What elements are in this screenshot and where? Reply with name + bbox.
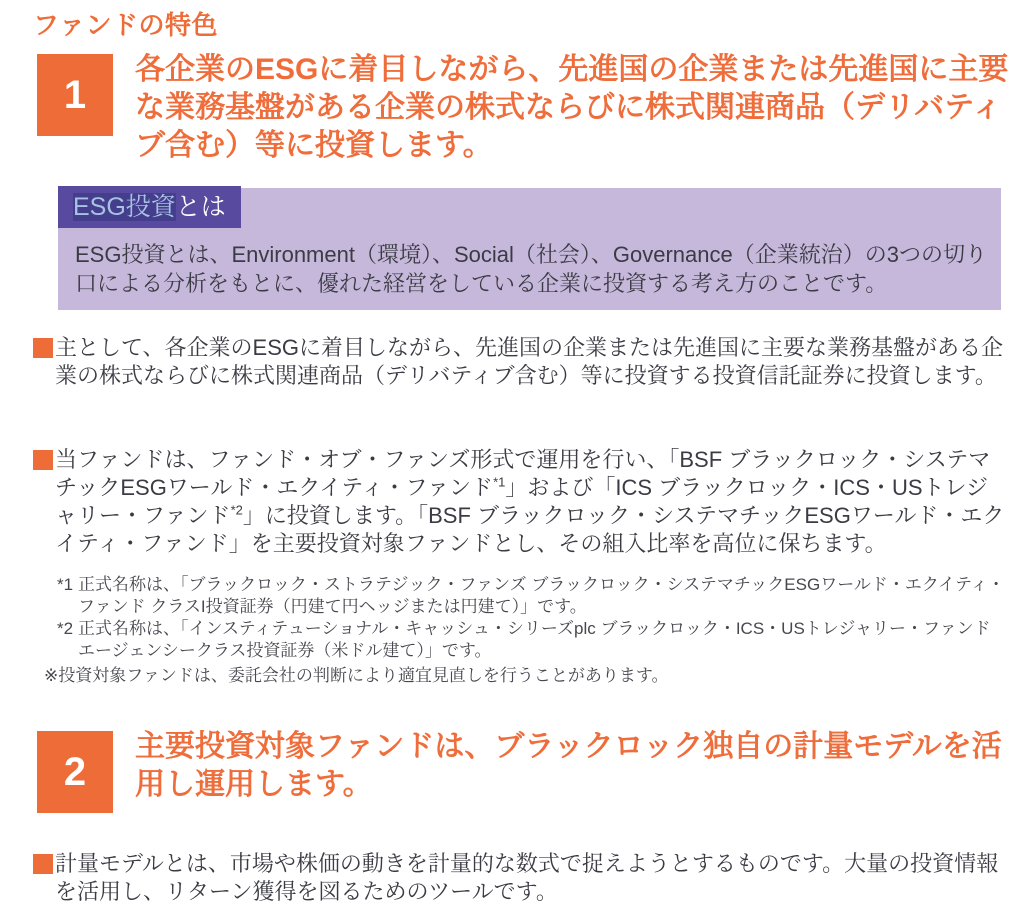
footnote-ref-2: *2	[230, 502, 243, 518]
feature-1-number-badge: 1	[37, 54, 113, 136]
bullet-text	[55, 446, 1008, 558]
feature-1-heading: 各企業のESGに着目しながら、先進国の企業または先進国に主要な業務基盤がある企業の株式ならびに株式関連商品（デリバティブ含む）等に投資します。	[135, 53, 1009, 162]
footnote-2-marker: *2	[57, 619, 74, 638]
footnote-1-text: 正式名称は、「ブラックロック・ストラテジック・ファンズ ブラックロック・システマチックESGワールド・エクイティ・ファンド クラスI投資証券（円建て円ヘッジまたは円建て）」です。	[78, 575, 1005, 616]
bullet-text-segment: 」および「ICS ブラックロック・ICS・USトレジャリー・ファンド	[55, 475, 988, 528]
page-title: ファンドの特色	[33, 10, 218, 40]
esg-explainer-box	[58, 188, 1001, 310]
bullet-text-segment: 当ファンドは、ファンド・オブ・ファンズ形式で運用を行い、「BSF ブラックロック・システマチックESGワールド・エクイティ・ファンド	[55, 447, 991, 500]
feature-2-number-badge: 2	[37, 731, 113, 813]
footnote-ref-1: *1	[493, 474, 506, 490]
bullet-text: 計量モデルとは、市場や株価の動きを計量的な数式で捉えようとするものです。大量の投資情報を活用し、リターン獲得を図るためのツールです。	[55, 851, 999, 904]
esg-tab-rest-text: とは	[175, 193, 226, 221]
footnote-2-text: 正式名称は、「インスティテューショナル・キャッシュ・シリーズplc ブラックロック・ICS・USトレジャリー・ファンド エージェンシークラス投資証券（米ドル建て）」です。	[78, 619, 991, 660]
general-note: ※投資対象ファンドは、委託会社の判断により適宜見直しを行うことがあります。	[44, 666, 669, 685]
orange-square-bullet-icon	[33, 450, 53, 470]
bullet-item-fund-of-funds	[33, 446, 1008, 558]
footnote-1-marker: *1	[57, 575, 74, 594]
footnote-1	[44, 574, 1006, 618]
footnote-2	[44, 618, 1006, 662]
feature-1-section	[37, 54, 1017, 165]
orange-square-bullet-icon	[33, 854, 53, 874]
orange-square-bullet-icon	[33, 338, 53, 358]
esg-box-title-tab	[58, 186, 241, 228]
bullet-item-main-investment	[33, 334, 1008, 390]
bullet-text: 主として、各企業のESGに着目しながら、先進国の企業または先進国に主要な業務基盤がある企業の株式ならびに株式関連商品（デリバティブ含む）等に投資する投資信託証券に投資します。	[55, 335, 1004, 388]
bullet-item-quant-model	[33, 850, 1008, 906]
feature-2-heading: 主要投資対象ファンドは、ブラックロック独自の計量モデルを活用し運用します。	[135, 730, 1002, 801]
footnotes-block	[44, 574, 1006, 687]
esg-tab-highlighted-text: ESG投資	[73, 193, 176, 221]
feature-2-section	[37, 731, 1017, 813]
esg-box-body-text: ESG投資とは、Environment（環境）、Social（社会）、Governance（企業統治）の3つの切り口による分析をもとに、優れた経営をしている企業に投資する考え方のことです。	[75, 242, 987, 296]
bullet-text-segment: 」に投資します。「BSF ブラックロック・システマチックESGワールド・エクイティ・ファンド」を主要投資対象ファンドとし、その組入比率を高位に保ちます。	[55, 503, 1005, 556]
